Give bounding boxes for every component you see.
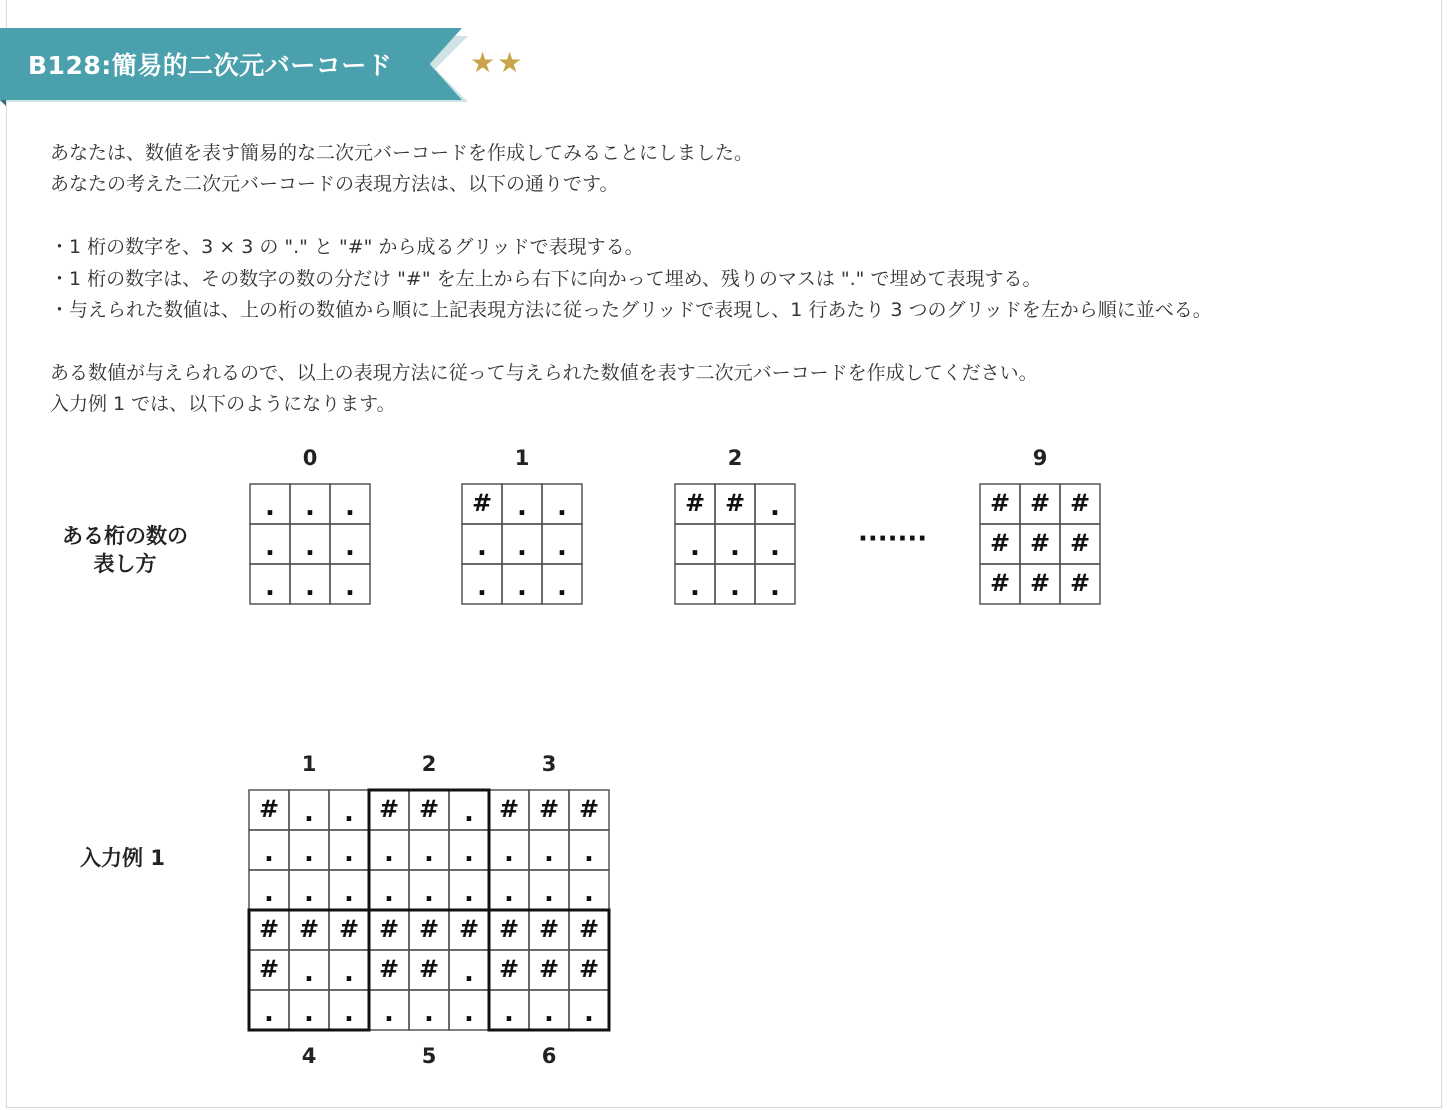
hash-mark: # — [471, 489, 493, 518]
hash-mark: # — [989, 569, 1011, 598]
hash-mark: # — [538, 955, 560, 984]
dot-mark: . — [730, 572, 740, 603]
hash-mark: # — [378, 795, 400, 824]
dot-mark: . — [770, 572, 780, 603]
hash-mark: # — [418, 795, 440, 824]
top-digit-label: 2 — [421, 752, 437, 776]
dot-mark: . — [464, 798, 474, 829]
bottom-digit-label: 6 — [541, 1044, 557, 1068]
dot-mark: . — [464, 878, 474, 909]
problem-title: B128:簡易的二次元バーコード — [28, 51, 393, 80]
statement-line: ・与えられた数値は、上の桁の数値から順に上記表現方法に従ったグリッドで表現し、1 行あたり 3 つのグリッドを左から順に並べる。 — [50, 299, 1212, 322]
dot-mark: . — [504, 878, 514, 909]
hash-mark: # — [989, 489, 1011, 518]
statement-line: ある数値が与えられるので、以上の表現方法に従って与えられた数値を表す二次元バーコードを作成してください。 — [50, 361, 1038, 384]
hash-mark: # — [578, 955, 600, 984]
figure1-label-line1: ある桁の数の — [62, 524, 188, 548]
dot-mark: . — [690, 532, 700, 563]
hash-mark: # — [418, 955, 440, 984]
hash-mark: # — [378, 915, 400, 944]
star-icon: ★ — [470, 46, 496, 79]
dot-mark: . — [544, 838, 554, 869]
digit-label: 2 — [727, 446, 743, 470]
dot-mark: . — [344, 838, 354, 869]
bottom-digit-label: 5 — [421, 1044, 437, 1068]
dot-mark: . — [345, 492, 355, 523]
dot-mark: . — [384, 838, 394, 869]
statement-line: ・1 桁の数字を、3 × 3 の "." と "#" から成るグリッドで表現する。 — [50, 236, 644, 259]
dot-mark: . — [305, 492, 315, 523]
hash-mark: # — [458, 915, 480, 944]
dot-mark: . — [304, 998, 314, 1029]
hash-mark: # — [989, 529, 1011, 558]
dot-mark: . — [345, 572, 355, 603]
hash-mark: # — [1069, 569, 1091, 598]
hash-mark: # — [418, 915, 440, 944]
top-digit-label: 3 — [541, 752, 557, 776]
dot-mark: . — [517, 532, 527, 563]
statement-line: 入力例 1 では、以下のようになります。 — [50, 393, 396, 416]
dot-mark: . — [344, 878, 354, 909]
dot-mark: . — [384, 998, 394, 1029]
dot-mark: . — [304, 958, 314, 989]
hash-mark: # — [1069, 529, 1091, 558]
dot-mark: . — [265, 532, 275, 563]
dot-mark: . — [557, 492, 567, 523]
dot-mark: . — [517, 492, 527, 523]
hash-mark: # — [684, 489, 706, 518]
dot-mark: . — [477, 532, 487, 563]
dot-mark: . — [504, 838, 514, 869]
hash-mark: # — [578, 795, 600, 824]
figure1-label-line2: 表し方 — [93, 552, 157, 576]
hash-mark: # — [724, 489, 746, 518]
dot-mark: . — [517, 572, 527, 603]
hash-mark: # — [378, 955, 400, 984]
dot-mark: . — [304, 878, 314, 909]
dot-mark: . — [424, 838, 434, 869]
dot-mark: . — [344, 798, 354, 829]
dot-mark: . — [384, 878, 394, 909]
dot-mark: . — [504, 998, 514, 1029]
dot-mark: . — [557, 532, 567, 563]
digit-label: 9 — [1032, 446, 1048, 470]
hash-mark: # — [578, 915, 600, 944]
dot-mark: . — [584, 878, 594, 909]
hash-mark: # — [258, 955, 280, 984]
dot-mark: . — [690, 572, 700, 603]
hash-mark: # — [498, 915, 520, 944]
dot-mark: . — [344, 998, 354, 1029]
dot-mark: . — [424, 878, 434, 909]
dot-mark: . — [730, 532, 740, 563]
top-digit-label: 1 — [301, 752, 317, 776]
dot-mark: . — [770, 492, 780, 523]
hash-mark: # — [258, 795, 280, 824]
dot-mark: . — [345, 532, 355, 563]
dot-mark: . — [264, 878, 274, 909]
dot-mark: . — [305, 532, 315, 563]
dot-mark: . — [544, 998, 554, 1029]
dot-mark: . — [304, 798, 314, 829]
dot-mark: . — [584, 838, 594, 869]
dot-mark: . — [344, 958, 354, 989]
hash-mark: # — [498, 955, 520, 984]
dot-mark: . — [477, 572, 487, 603]
hash-mark: # — [498, 795, 520, 824]
dot-mark: . — [305, 572, 315, 603]
dot-mark: . — [264, 838, 274, 869]
dot-mark: . — [424, 998, 434, 1029]
hash-mark: # — [1029, 569, 1051, 598]
bottom-digit-label: 4 — [301, 1044, 317, 1068]
digit-label: 0 — [302, 446, 318, 470]
statement-line: あなたは、数値を表す簡易的な二次元バーコードを作成してみることにしました。 — [50, 142, 754, 164]
statement-line: あなたの考えた二次元バーコードの表現方法は、以下の通りです。 — [50, 173, 619, 196]
hash-mark: # — [298, 915, 320, 944]
hash-mark: # — [538, 795, 560, 824]
dot-mark: . — [770, 532, 780, 563]
hash-mark: # — [338, 915, 360, 944]
dot-mark: . — [464, 998, 474, 1029]
ellipsis: ······· — [858, 524, 928, 554]
dot-mark: . — [584, 998, 594, 1029]
dot-mark: . — [544, 878, 554, 909]
digit-label: 1 — [514, 446, 530, 470]
hash-mark: # — [258, 915, 280, 944]
hash-mark: # — [538, 915, 560, 944]
figure2-label: 入力例 1 — [80, 846, 165, 870]
dot-mark: . — [304, 838, 314, 869]
dot-mark: . — [464, 838, 474, 869]
dot-mark: . — [265, 572, 275, 603]
hash-mark: # — [1069, 489, 1091, 518]
dot-mark: . — [265, 492, 275, 523]
dot-mark: . — [464, 958, 474, 989]
hash-mark: # — [1029, 529, 1051, 558]
statement-line: ・1 桁の数字は、その数字の数の分だけ "#" を左上から右下に向かって埋め、残りのマスは "." で埋めて表現する。 — [50, 267, 1042, 290]
hash-mark: # — [1029, 489, 1051, 518]
dot-mark: . — [264, 998, 274, 1029]
star-icon: ★ — [497, 46, 523, 79]
dot-mark: . — [557, 572, 567, 603]
